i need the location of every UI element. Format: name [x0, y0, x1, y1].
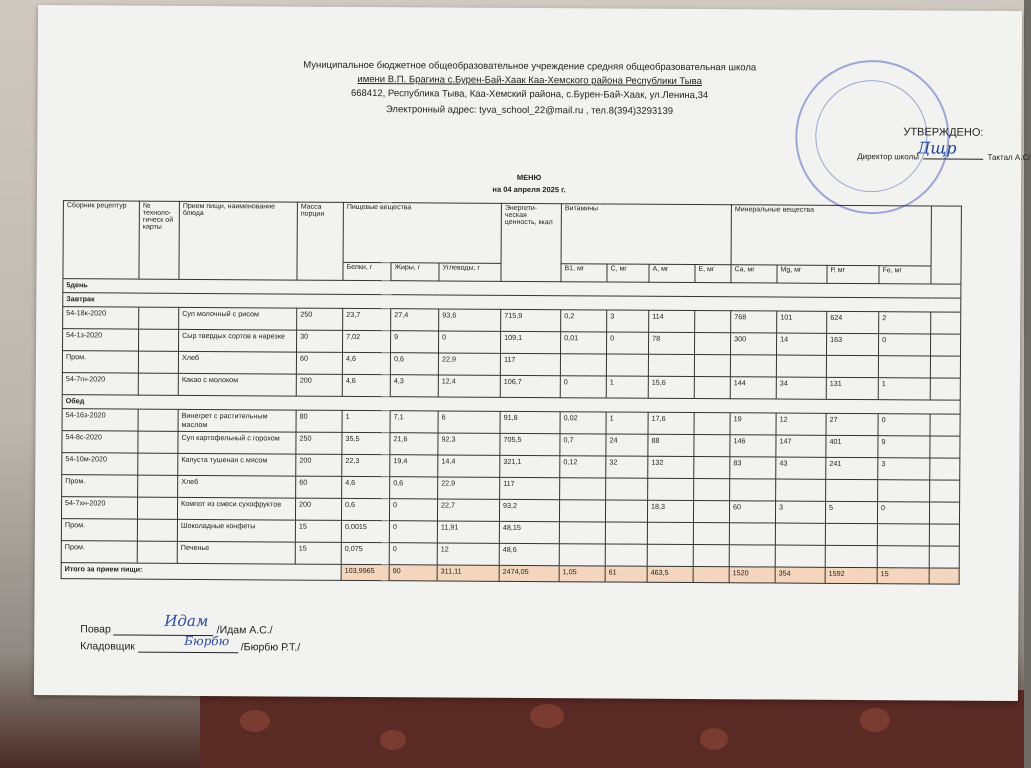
header-dish: Прием пищи, наименование блюда	[179, 201, 297, 280]
cell-mass: 60	[296, 352, 342, 374]
total-ca: 1520	[729, 567, 775, 583]
header-b1: В1, мг	[561, 264, 607, 282]
cell-c: 1	[606, 376, 648, 398]
cell-b1	[560, 354, 606, 376]
cell-mg: 14	[776, 333, 826, 355]
cell-fat: 19,4	[390, 455, 438, 477]
cell-a: 17,6	[648, 412, 694, 434]
cell-mass: 250	[296, 432, 342, 454]
cell-fe: 0	[878, 334, 930, 356]
cell-mg: 3	[775, 501, 825, 523]
cell-mg	[776, 355, 826, 377]
header-energy: Энергети- ческая ценность, ккал	[501, 203, 561, 281]
cell-p: 131	[826, 377, 878, 399]
cell-b1	[560, 478, 606, 500]
cell-mg: 43	[776, 457, 826, 479]
menu-document	[34, 5, 1031, 701]
cell-fe: 9	[878, 436, 930, 458]
cell-c: 0	[606, 332, 648, 354]
cell-protein: 23,7	[343, 308, 391, 330]
cell-a: 15,6	[648, 376, 694, 398]
cell-energy: 321,1	[500, 455, 560, 477]
cell-energy: 106,7	[500, 375, 560, 397]
total-mg: 354	[775, 567, 825, 583]
cell-dish: Сыр твердых сортов в нарезке	[179, 329, 297, 352]
header-a: А, мг	[649, 264, 695, 282]
cell-dish: Печенье	[177, 541, 295, 564]
cell-dish: Хлеб	[178, 475, 296, 498]
cell-ca: 19	[730, 413, 776, 435]
cell-a	[648, 354, 694, 376]
cell-ca: 83	[730, 457, 776, 479]
total-carbs: 311,11	[437, 565, 499, 581]
cell-tech	[139, 329, 179, 351]
header-ca: Са, мг	[731, 265, 777, 283]
storekeeper-handwritten-signature: Бюрбю	[184, 633, 230, 649]
cell-dish: Суп картофельный с горохом	[178, 431, 296, 454]
cell-c: 3	[607, 310, 649, 332]
cell-fe: 3	[878, 458, 930, 480]
cell-p: 241	[826, 457, 878, 479]
cell-mg: 101	[777, 311, 827, 333]
cell-c: 24	[606, 434, 648, 456]
cell-recipe: Пром.	[61, 541, 137, 563]
cell-dish: Суп молочный с рисом	[179, 307, 297, 330]
cell-fat: 0,6	[390, 353, 438, 375]
cell-tech	[139, 307, 179, 329]
cell-energy: 109,1	[500, 331, 560, 353]
cell-fe	[877, 524, 929, 546]
cell-a: 18,3	[647, 500, 693, 522]
day-label: 5день	[63, 279, 961, 298]
total-empty	[929, 568, 959, 584]
cell-c	[605, 500, 647, 522]
cell-protein: 4,6	[342, 352, 390, 374]
cook-handwritten-signature: Идам	[164, 611, 209, 631]
total-e	[693, 567, 729, 583]
cell-empty	[929, 546, 959, 568]
cell-dish: Капуста тушеная с мясом	[178, 453, 296, 476]
school-name-line1: Муниципальное бюджетное общеобразовательное учреждение средняя общеобразовательная школа	[303, 59, 757, 74]
cell-b1: 0,02	[560, 412, 606, 434]
cell-fat: 27,4	[391, 309, 439, 331]
cell-protein: 22,3	[342, 454, 390, 476]
cell-tech	[137, 497, 177, 519]
cell-carbs: 22,9	[438, 477, 500, 499]
cell-p	[826, 479, 878, 501]
cell-fe: 0	[877, 502, 929, 524]
cell-recipe: 54-7хн-2020	[61, 497, 137, 519]
cell-recipe: 54-18к-2020	[63, 307, 139, 329]
cell-fat: 4,3	[390, 375, 438, 397]
cell-mass: 200	[296, 374, 342, 396]
cell-empty	[930, 414, 960, 436]
cell-recipe: 54-1з-2020	[63, 329, 139, 351]
cell-dish: Шоколадные конфеты	[177, 519, 295, 542]
cell-energy: 93,2	[499, 499, 559, 521]
cell-protein: 35,5	[342, 432, 390, 454]
cell-carbs: 12	[437, 543, 499, 565]
cell-a: 132	[648, 456, 694, 478]
total-p: 1592	[825, 567, 877, 583]
cell-dish: Винегрет с растительным маслом	[178, 409, 296, 432]
director-name: Тактал А.С/	[987, 152, 1031, 163]
cell-mass: 15	[295, 542, 341, 564]
cell-fat: 7,1	[390, 411, 438, 433]
cell-c	[605, 522, 647, 544]
cell-protein: 0,0015	[341, 520, 389, 542]
cell-c: 32	[606, 456, 648, 478]
cell-carbs: 22,9	[438, 353, 500, 375]
cell-ca	[730, 479, 776, 501]
cell-fe	[878, 356, 930, 378]
header-fe: Fe, мг	[879, 266, 931, 284]
cell-tech	[137, 519, 177, 541]
cell-protein: 4,6	[342, 476, 390, 498]
cell-fat: 0	[389, 521, 437, 543]
cell-recipe: Пром.	[62, 475, 138, 497]
header-mg: Mg, мг	[777, 265, 827, 283]
total-label: Итого за прием пищи:	[61, 563, 341, 581]
cell-tech	[137, 541, 177, 563]
cell-tech	[138, 351, 178, 373]
cell-e	[694, 457, 730, 479]
section-label: Обед	[62, 395, 960, 414]
cell-mass: 200	[296, 454, 342, 476]
cell-empty	[930, 334, 960, 356]
cell-empty	[931, 312, 961, 334]
cell-recipe: 54-10м-2020	[62, 453, 138, 475]
cell-ca	[729, 545, 775, 567]
director-handwritten-signature: Дщр	[917, 138, 957, 158]
cell-e	[694, 355, 730, 377]
cell-mg: 12	[776, 413, 826, 435]
cell-e	[694, 377, 730, 399]
cell-a: 114	[649, 310, 695, 332]
total-fat: 90	[389, 565, 437, 581]
cell-mass: 80	[296, 410, 342, 432]
cell-carbs: 22,7	[437, 499, 499, 521]
cell-carbs: 93,6	[439, 309, 501, 331]
cell-e	[694, 435, 730, 457]
cell-tech	[138, 373, 178, 395]
cell-b1: 0,7	[560, 434, 606, 456]
cell-empty	[929, 524, 959, 546]
cell-p: 5	[825, 501, 877, 523]
cell-mass: 30	[297, 330, 343, 352]
cell-empty	[930, 458, 960, 480]
cell-protein: 4,6	[342, 374, 390, 396]
cell-a	[647, 544, 693, 566]
cell-empty	[929, 502, 959, 524]
cloth-background	[200, 690, 1024, 768]
cell-p	[825, 523, 877, 545]
cell-e	[693, 501, 729, 523]
cell-mg	[775, 523, 825, 545]
cell-b1: 0,01	[560, 332, 606, 354]
cell-ca: 146	[730, 435, 776, 457]
cell-carbs: 92,3	[438, 433, 500, 455]
cell-carbs: 14,4	[438, 455, 500, 477]
cell-tech	[138, 431, 178, 453]
header-protein: Белки, г	[343, 262, 391, 280]
total-a: 463,5	[647, 566, 693, 582]
total-fe: 15	[877, 568, 929, 584]
cell-energy: 48,15	[499, 521, 559, 543]
cell-fat: 9	[390, 331, 438, 353]
cell-e	[694, 479, 730, 501]
approval-heading: УТВЕРЖДЕНО:	[903, 126, 984, 139]
cell-energy: 91,8	[500, 411, 560, 433]
cell-recipe: 54-8с-2020	[62, 431, 138, 453]
cook-label: Повар	[80, 623, 111, 636]
cell-b1	[559, 522, 605, 544]
header-minerals: Минеральные вещества	[731, 205, 931, 266]
cell-a	[648, 478, 694, 500]
cell-b1	[559, 500, 605, 522]
header-tech-card: № техноло- гическ ой карты	[139, 201, 179, 279]
cell-fat: 21,6	[390, 433, 438, 455]
total-c: 61	[605, 566, 647, 582]
cell-recipe: Пром.	[62, 351, 138, 373]
cook-name: /Идам А.С./	[216, 624, 273, 637]
cell-fe	[878, 480, 930, 502]
storekeeper-label: Кладовщик	[80, 640, 135, 653]
cell-recipe: 54-16з-2020	[62, 409, 138, 431]
menu-table	[61, 200, 962, 584]
director-label: Директор школы	[857, 152, 920, 162]
cell-fe: 1	[878, 378, 930, 400]
cell-fat: 0	[389, 543, 437, 565]
cell-carbs: 0	[438, 331, 500, 353]
cell-mass: 250	[297, 308, 343, 330]
menu-title: МЕНЮ	[516, 172, 542, 183]
cell-energy: 705,5	[500, 433, 560, 455]
cell-p: 401	[826, 435, 878, 457]
school-address: 668412, Республика Тыва, Каа-Хемский района, с.Бурен-Бай-Хаак, ул.Ленина,34	[350, 87, 709, 102]
cell-p: 163	[826, 333, 878, 355]
cell-ca: 300	[730, 333, 776, 355]
cell-a	[647, 522, 693, 544]
cell-fe: 2	[879, 312, 931, 334]
cell-empty	[930, 356, 960, 378]
cell-empty	[930, 480, 960, 502]
cell-mg: 34	[776, 377, 826, 399]
cell-mass: 200	[295, 498, 341, 520]
header-c: С, мг	[607, 264, 649, 282]
cell-ca	[730, 355, 776, 377]
header-e: Е, мг	[695, 265, 731, 283]
header-recipe: Сборник рецептур	[63, 201, 139, 279]
menu-date: на 04 апреля 2025 г.	[492, 184, 566, 195]
cell-a: 78	[648, 332, 694, 354]
cell-ca: 144	[730, 377, 776, 399]
cell-mg: 147	[776, 435, 826, 457]
cell-protein: 0,6	[341, 498, 389, 520]
cell-p: 27	[826, 413, 878, 435]
total-protein: 103,9965	[341, 564, 389, 580]
cell-carbs: 11,91	[437, 521, 499, 543]
cell-a: 88	[648, 434, 694, 456]
section-label: Завтрак	[63, 293, 961, 312]
cell-fe	[877, 546, 929, 568]
cell-dish: Хлеб	[178, 351, 296, 374]
cell-protein: 7,02	[343, 330, 391, 352]
cell-energy: 715,9	[501, 309, 561, 331]
cell-dish: Какао с молоком	[178, 373, 296, 396]
cell-tech	[138, 409, 178, 431]
cell-empty	[930, 436, 960, 458]
cell-tech	[138, 475, 178, 497]
cell-p: 624	[827, 311, 879, 333]
cell-recipe: 54-7гн-2020	[62, 373, 138, 395]
storekeeper-name: /Бюрбю Р.Т./	[240, 641, 301, 654]
cell-e	[694, 413, 730, 435]
cell-e	[695, 311, 731, 333]
header-carbs: Углеводы, г	[439, 263, 501, 281]
cell-mg	[775, 545, 825, 567]
cell-b1	[559, 544, 605, 566]
cell-ca: 768	[731, 311, 777, 333]
cell-b1: 0,12	[560, 456, 606, 478]
cell-mg	[776, 479, 826, 501]
cell-b1: 0,2	[561, 310, 607, 332]
cell-recipe: Пром.	[61, 519, 137, 541]
cell-e	[694, 333, 730, 355]
cell-carbs: 6	[438, 411, 500, 433]
cell-fat: 0	[389, 499, 437, 521]
total-b1: 1,05	[559, 566, 605, 582]
cell-b1: 0	[560, 376, 606, 398]
school-name-line2: имени В.П. Брагина с.Бурен-Бай-Хаак Каа-Хемского района Республики Тыва	[357, 73, 702, 88]
cell-p	[826, 355, 878, 377]
cell-mass: 15	[295, 520, 341, 542]
cell-mass: 60	[296, 476, 342, 498]
header-empty	[931, 206, 961, 284]
header-vitamins: Витамины	[561, 204, 731, 265]
cell-c	[605, 544, 647, 566]
cell-ca	[729, 523, 775, 545]
cell-tech	[138, 453, 178, 475]
cell-c	[606, 354, 648, 376]
cell-e	[693, 545, 729, 567]
cell-empty	[930, 378, 960, 400]
header-mass: Масса порции	[297, 202, 343, 280]
header-fat: Жиры, г	[391, 263, 439, 281]
cell-c	[606, 478, 648, 500]
cell-e	[693, 523, 729, 545]
cell-protein: 1	[342, 410, 390, 432]
cell-carbs: 12,4	[438, 375, 500, 397]
cell-protein: 0,075	[341, 542, 389, 564]
cell-energy: 48,6	[499, 543, 559, 565]
total-energy: 2474,05	[499, 565, 559, 581]
cell-energy: 117	[500, 353, 560, 375]
school-contacts: Электронный адрес: tyva_school_22@mail.ru , тел.8(394)3293139	[385, 104, 674, 117]
cell-ca: 60	[729, 501, 775, 523]
cell-p	[825, 545, 877, 567]
cell-fe: 0	[878, 414, 930, 436]
cell-c: 1	[606, 412, 648, 434]
header-nutrients: Пищевые вещества	[343, 202, 501, 263]
cell-fat: 0,6	[390, 477, 438, 499]
cell-dish: Компот из смеси сухофруктов	[177, 497, 295, 520]
header-p: Р, мг	[827, 265, 879, 283]
cell-energy: 117	[500, 477, 560, 499]
